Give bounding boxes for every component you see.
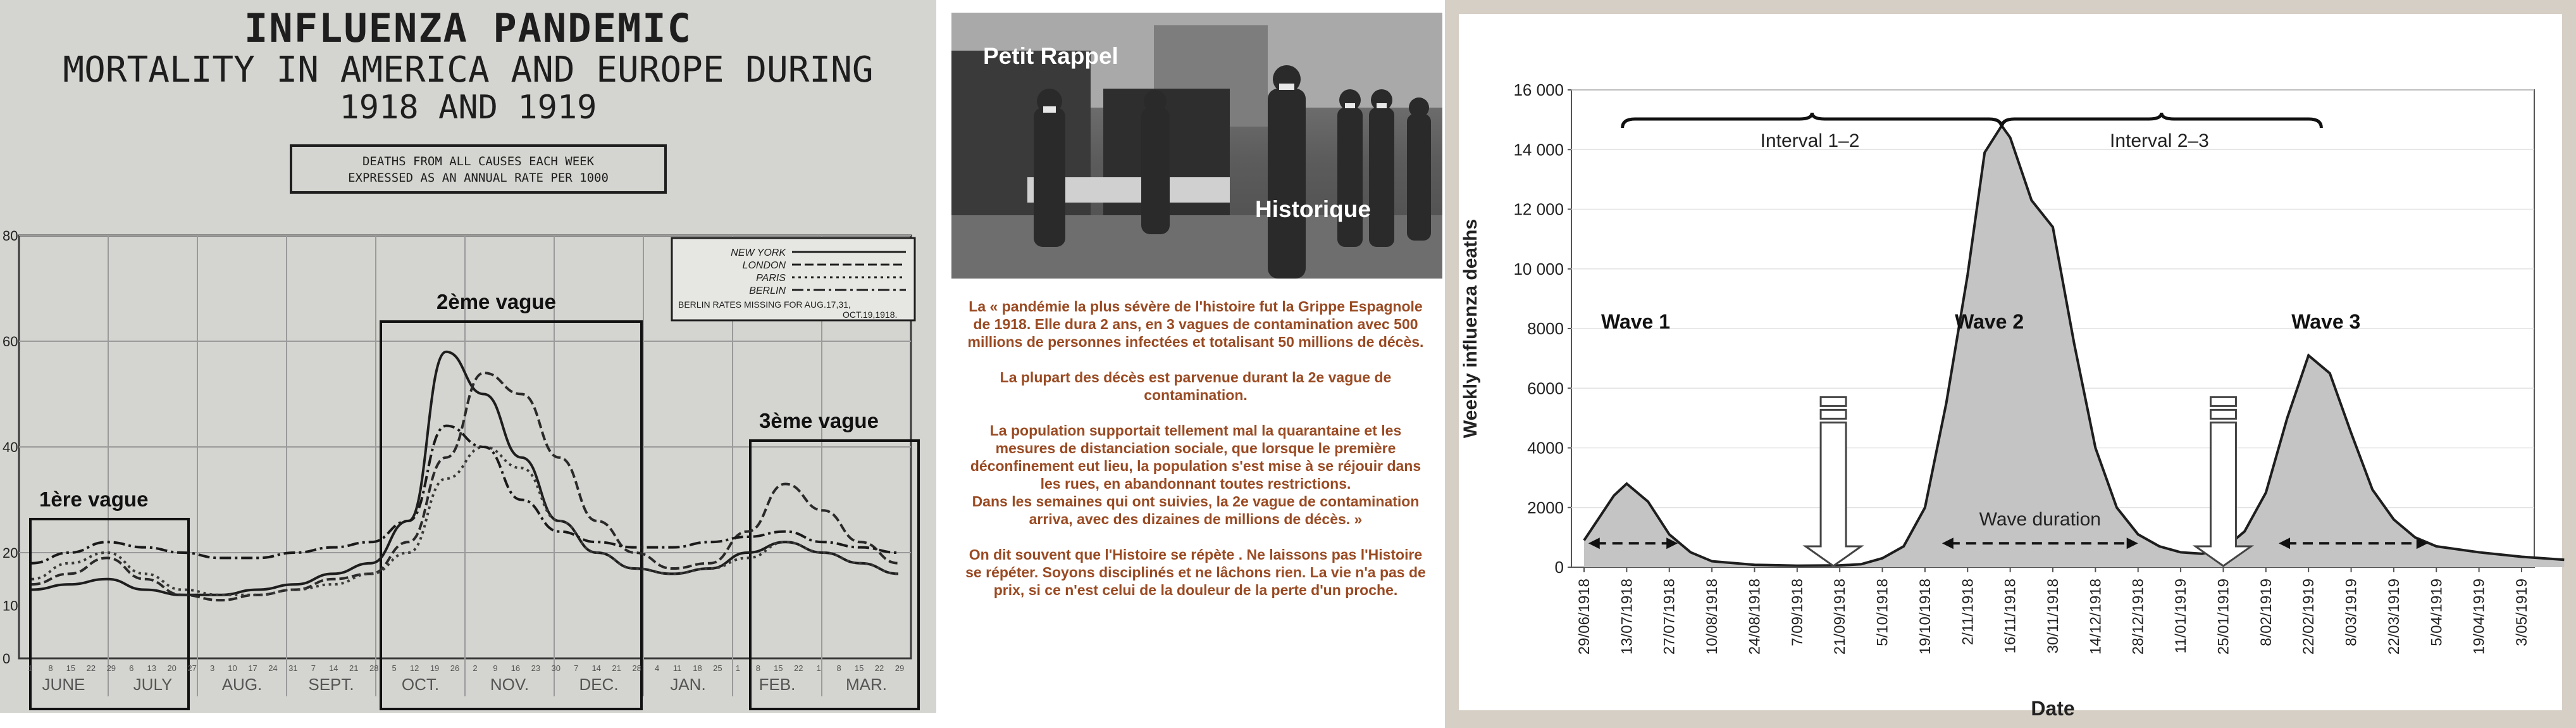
wave1-label: Wave 1	[1601, 310, 1671, 333]
vintage-day-tick: 1	[735, 663, 740, 673]
wave2-label: 2ème vague	[437, 290, 556, 313]
wave3-label: Wave 3	[2291, 310, 2361, 333]
x-tick-label: 22/02/1919	[2300, 579, 2318, 655]
vintage-day-tick: 31	[288, 663, 298, 673]
vintage-day-tick: 30	[551, 663, 561, 673]
vintage-day-tick: 11	[672, 663, 682, 673]
vintage-y-tick-label: 10	[3, 598, 18, 614]
vintage-day-tick: 13	[147, 663, 156, 673]
reopening-arrow-2-stripe-2	[2210, 410, 2236, 418]
vintage-day-tick: 23	[531, 663, 541, 673]
vintage-day-tick: 28	[632, 663, 641, 673]
vintage-month-label: JAN.	[670, 675, 706, 694]
x-tick-label: 19/04/1919	[2470, 579, 2488, 655]
historical-photo	[951, 13, 1442, 279]
vintage-day-tick: 4	[654, 663, 660, 673]
x-axis-title: Date	[2031, 697, 2075, 720]
vintage-day-tick: 25	[713, 663, 722, 673]
x-tick-label: 30/11/1918	[2045, 579, 2062, 654]
x-tick-label: 3/05/1919	[2513, 579, 2530, 646]
vintage-y-tick-label: 0	[3, 651, 11, 667]
weekly-deaths-panel	[1445, 0, 2576, 728]
x-tick-label: 5/04/1919	[2428, 579, 2446, 646]
y-tick-label: 2000	[1527, 498, 1564, 517]
x-tick-label: 28/12/1918	[2129, 579, 2147, 655]
vintage-chart-panel	[0, 0, 936, 713]
vintage-day-tick: 29	[106, 663, 116, 673]
vintage-month-label: JUNE	[42, 675, 85, 694]
vintage-day-tick: 12	[409, 663, 419, 673]
history-text	[949, 298, 1442, 617]
vintage-day-tick: 8	[755, 663, 760, 673]
vintage-y-tick-label: 20	[3, 545, 18, 561]
vintage-day-tick: 15	[66, 663, 76, 673]
photo-label-top: Petit Rappel	[983, 43, 1118, 69]
vintage-day-tick: 3	[209, 663, 215, 673]
vintage-month-label: MAR.	[846, 675, 887, 694]
vintage-day-tick: 15	[774, 663, 783, 673]
y-tick-label: 14 000	[1513, 140, 1564, 160]
vintage-day-tick: 27	[187, 663, 197, 673]
y-tick-label: 6000	[1527, 379, 1564, 398]
y-axis-title: Weekly influenza deaths	[1460, 218, 1481, 439]
x-tick-label: 13/07/1918	[1618, 579, 1636, 655]
vintage-month-label: SEPT.	[308, 675, 354, 694]
vintage-day-tick: 14	[591, 663, 601, 673]
interval-1-2-label: Interval 1–2	[1760, 130, 1860, 151]
vintage-title-line1: INFLUENZA PANDEMIC	[244, 5, 692, 51]
vintage-month-label: FEB.	[759, 675, 796, 694]
vintage-day-tick: 22	[793, 663, 803, 673]
vintage-day-tick: 21	[612, 663, 621, 673]
vintage-day-tick: 22	[874, 663, 884, 673]
vintage-month-label: JULY	[133, 675, 173, 694]
vintage-y-tick-label: 40	[3, 439, 18, 455]
wave3-label: 3ème vague	[759, 409, 879, 432]
vintage-month-label: AUG.	[221, 675, 263, 694]
vintage-title-line3: 1918 AND 1919	[339, 89, 597, 127]
vintage-legend-note-2: OCT.19,1918.	[843, 310, 898, 320]
vintage-legend-note-1: BERLIN RATES MISSING FOR AUG.17,31,	[678, 299, 851, 310]
reopening-arrow-2-stripe-1	[2210, 397, 2236, 406]
vintage-day-tick: 15	[854, 663, 864, 673]
x-tick-label: 29/06/1918	[1576, 579, 1593, 655]
vintage-day-tick: 1	[816, 663, 821, 673]
vintage-subtitle-line2: EXPRESSED AS AN ANNUAL RATE PER 1000	[348, 171, 609, 185]
x-tick-label: 10/08/1918	[1704, 579, 1721, 655]
x-tick-label: 8/03/1919	[2343, 579, 2360, 646]
vintage-day-tick: 8	[836, 663, 841, 673]
vintage-day-tick: 7	[574, 663, 579, 673]
wave2-highlight-box	[381, 322, 641, 709]
y-tick-label: 8000	[1527, 319, 1564, 338]
vintage-day-tick: 19	[430, 663, 440, 673]
vintage-day-tick: 2	[473, 663, 478, 673]
x-tick-label: 8/02/1919	[2257, 579, 2275, 646]
vintage-day-tick: 1	[28, 663, 33, 673]
vintage-day-tick: 24	[268, 663, 278, 673]
wave2-label: Wave 2	[1955, 310, 2024, 333]
history-paragraph-1: La « pandémie la plus sévère de l'histoire fut la Grippe Espagnole de 1918. Elle dura 2 ans, en 3 vagues de contamination avec 500 millions de personnes infectées et totalisant 50 millions de décès.	[967, 298, 1424, 350]
vintage-chart-plot	[0, 0, 936, 713]
weekly-deaths-chart	[1445, 0, 2576, 728]
history-paragraph-3: La population supportait tellement mal la quarantaine et les mesures de distanciation sociale, que lorsque le première déconfinement eut lieu, la population s'est mise à se réjouir dans les rues, en abandonnant toutes restrictions.	[970, 422, 1421, 492]
wave1-label: 1ère vague	[39, 487, 149, 511]
vintage-y-tick-label: 60	[3, 334, 18, 349]
x-tick-label: 14/12/1918	[2087, 579, 2105, 655]
vintage-day-tick: 16	[511, 663, 521, 673]
vintage-legend-label: NEW YORK	[731, 248, 786, 258]
photo-label-bottom: Historique	[1255, 196, 1371, 222]
vintage-day-tick: 10	[228, 663, 237, 673]
x-tick-label: 22/03/1919	[2385, 579, 2403, 655]
x-tick-label: 2/11/1918	[1959, 579, 1977, 645]
vintage-day-tick: 7	[311, 663, 316, 673]
history-paragraph-5: On dit souvent que l'Histoire se répète . Ne laissons pas l'Histoire se répéter. Soyons disciplinés et ne lâchons rien. La vie n'a pas de prix, si ce n'est celui de la douleur de la perte d'un proche.	[965, 546, 1426, 598]
x-tick-label: 16/11/1918	[2002, 579, 2019, 654]
vintage-month-label: DEC.	[579, 675, 619, 694]
wave-duration-label: Wave duration	[1979, 509, 2101, 530]
vintage-day-tick: 22	[86, 663, 96, 673]
vintage-day-tick: 29	[895, 663, 905, 673]
y-tick-label: 12 000	[1513, 199, 1564, 219]
vintage-day-tick: 9	[493, 663, 498, 673]
reopening-arrow-1-stripe-1	[1821, 397, 1846, 406]
interval-2-3-label: Interval 2–3	[2110, 130, 2209, 151]
vintage-day-tick: 21	[349, 663, 359, 673]
history-panel	[949, 0, 1442, 728]
vintage-day-tick: 18	[693, 663, 702, 673]
y-tick-label: 4000	[1527, 438, 1564, 458]
x-tick-label: 21/09/1918	[1831, 579, 1849, 655]
x-tick-label: 19/10/1918	[1916, 579, 1934, 655]
vintage-day-tick: 8	[48, 663, 53, 673]
vintage-day-tick: 5	[392, 663, 397, 673]
y-tick-label: 10 000	[1513, 259, 1564, 279]
history-paragraph-2: La plupart des décès est parvenue durant la 2e vague de contamination.	[1000, 369, 1392, 403]
vintage-day-tick: 14	[329, 663, 338, 673]
vintage-y-tick-label: 80	[3, 228, 18, 244]
vintage-day-tick: 28	[369, 663, 379, 673]
vintage-day-tick: 20	[167, 663, 176, 673]
vintage-legend-label: PARIS	[756, 273, 786, 284]
y-tick-label: 0	[1554, 558, 1564, 577]
vintage-day-tick: 6	[129, 663, 134, 673]
vintage-legend-label: LONDON	[742, 260, 786, 271]
vintage-day-tick: 26	[450, 663, 460, 673]
x-tick-label: 27/07/1918	[1661, 579, 1678, 655]
vintage-month-label: NOV.	[490, 675, 529, 694]
history-paragraph-4: Dans les semaines qui ont suivies, la 2e vague de contamination arriva, avec des dizaines de millions de décès. »	[972, 493, 1420, 527]
x-tick-label: 24/08/1918	[1746, 579, 1764, 655]
vintage-day-tick: 17	[248, 663, 257, 673]
vintage-subtitle-line1: DEATHS FROM ALL CAUSES EACH WEEK	[362, 154, 595, 168]
vintage-legend-label: BERLIN	[749, 286, 786, 296]
vintage-month-label: OCT.	[401, 675, 440, 694]
x-tick-label: 11/01/1919	[2172, 579, 2190, 654]
x-tick-label: 7/09/1918	[1788, 579, 1806, 646]
reopening-arrow-1-stripe-2	[1821, 410, 1846, 418]
x-tick-label: 25/01/1919	[2215, 579, 2232, 655]
x-tick-label: 5/10/1918	[1874, 579, 1892, 646]
y-tick-label: 16 000	[1513, 80, 1564, 99]
vintage-title-line2: MORTALITY IN AMERICA AND EUROPE DURING	[63, 49, 874, 91]
